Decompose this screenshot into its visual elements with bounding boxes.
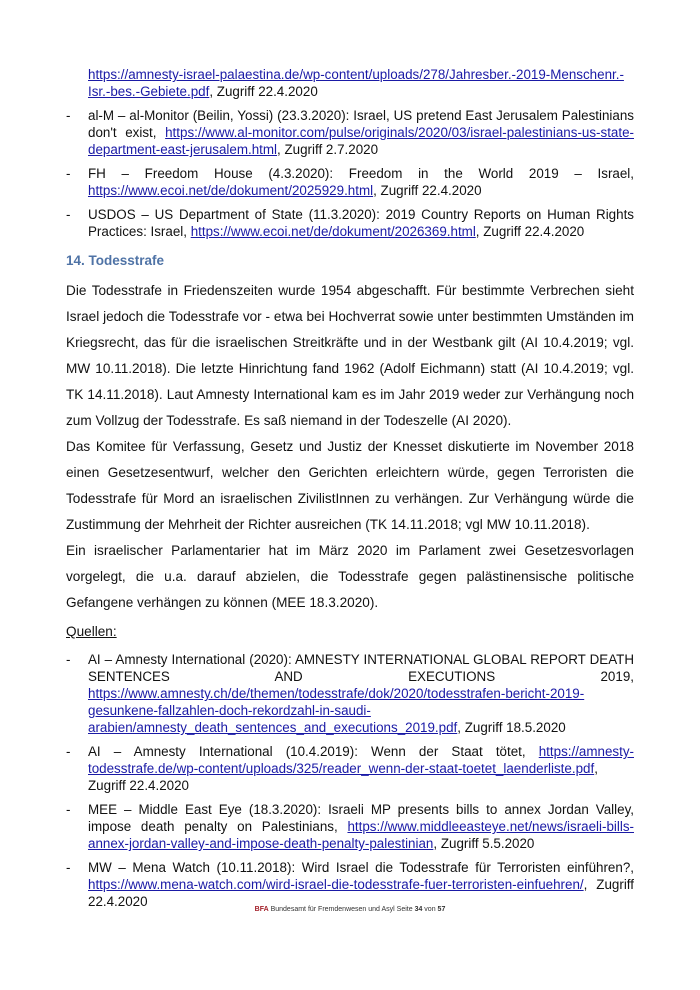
source-text: MW – Mena Watch (10.11.2018): Wird Israel die Todesstrafe für Terroristen einführen?, bbox=[88, 860, 634, 875]
source-item bbox=[66, 801, 634, 852]
reference-link[interactable]: https://www.al-monitor.com/pulse/originals/2020/03/israel-palestinians-us-state-department-east-jerusalem.html bbox=[88, 125, 634, 157]
access-date: , Zugriff 2.7.2020 bbox=[277, 142, 379, 157]
reference-text: FH – Freedom House (4.3.2020): Freedom in the World 2019 – Israel, bbox=[88, 166, 634, 181]
section-heading: 14. Todesstrafe bbox=[66, 253, 165, 268]
access-date: , Zugriff 22.4.2020 bbox=[88, 761, 598, 793]
access-date: , Zugriff 18.5.2020 bbox=[457, 720, 566, 735]
paragraph: Ein israelischer Parlamentarier hat im März 2020 im Parlament zwei Gesetzesvorlagen vorgelegt, die u.a. darauf abzielen, die Todesstrafe gegen palästinensische politische Gefangene verhängen zu können (MEE 18.3.2020). bbox=[66, 543, 634, 610]
bullet: - bbox=[66, 860, 71, 875]
reference-item bbox=[66, 165, 634, 199]
reference-link[interactable]: https://www.ecoi.net/de/dokument/2025929.html bbox=[88, 183, 374, 198]
paragraph: Die Todesstrafe in Friedenszeiten wurde 1954 abgeschafft. Für bestimmte Verbrechen sieht Israel jedoch die Todesstrafe vor - etwa bei Hochverrat sowie unter bestimmten Umständen im Kriegsrecht, das für die israelischen Streitkräfte und in der Westbank gilt (AI 10.4.2019; vgl. MW 10.11.2018). Die letzte Hinrichtung fand 1962 (Adolf Eichmann) statt (AI 10.4.2019; vgl. TK 14.11.2018). Laut Amnesty International kam es im Jahr 2019 weder zur Verhängung noch zum Vollzug der Todesstrafe. Es saß niemand in der Todeszelle (AI 2020). bbox=[66, 283, 634, 428]
access-date: , Zugriff 22.4.2020 bbox=[88, 877, 634, 909]
page-number: 34 bbox=[414, 906, 423, 913]
reference-item bbox=[66, 66, 634, 100]
bullet: - bbox=[66, 108, 71, 123]
page-total: 57 bbox=[437, 906, 446, 913]
access-date: , Zugriff 5.5.2020 bbox=[433, 836, 535, 851]
bfa-logo: BFA bbox=[254, 906, 269, 913]
reference-item bbox=[66, 107, 634, 158]
reference-link[interactable]: https://amnesty-israel-palaestina.de/wp-content/uploads/278/Jahresber.-2019-Menschenr.-Isr.-bes.-Gebiete.pdf bbox=[88, 67, 624, 99]
source-link[interactable]: https://www.middleeasteye.net/news/israeli-bills-annex-jordan-valley-and-impose-death-penalty-palestinian bbox=[88, 819, 634, 851]
bullet: - bbox=[66, 802, 71, 817]
sources-label: Quellen: bbox=[66, 624, 117, 639]
footer-text: Bundesamt für Fremdenwesen und Asyl Seite bbox=[268, 906, 415, 913]
source-item bbox=[66, 651, 634, 736]
access-date: , Zugriff 22.4.2020 bbox=[373, 183, 482, 198]
source-link[interactable]: https://www.amnesty.ch/de/themen/todesstrafe/dok/2020/todesstrafen-bericht-2019-gesunkene-fallzahlen-doch-rekordzahl-in-saudi-arabien/amnesty_death_sentences_and_executions_2019.pdf bbox=[88, 686, 585, 735]
source-item bbox=[66, 859, 634, 910]
bullet: - bbox=[66, 744, 71, 759]
source-text: AI – Amnesty International (10.4.2019): Wenn der Staat tötet, bbox=[88, 744, 539, 759]
sources-list bbox=[66, 651, 634, 917]
reference-link[interactable]: https://www.ecoi.net/de/dokument/2026369.html bbox=[190, 224, 476, 239]
access-date: , Zugriff 22.4.2020 bbox=[209, 84, 318, 99]
bullet: - bbox=[66, 166, 71, 181]
source-item bbox=[66, 743, 634, 794]
top-references bbox=[66, 66, 634, 247]
reference-text: USDOS – US Department of State (11.3.2020): 2019 Country Reports on Human Rights Practices: Israel, bbox=[88, 207, 634, 239]
source-text: MEE – Middle East Eye (18.3.2020): Israeli MP presents bills to annex Jordan Valley, impose death penalty on Palestinians, bbox=[88, 802, 634, 834]
reference-text: al-M – al-Monitor (Beilin, Yossi) (23.3.2020): Israel, US pretend East Jerusalem Palestinians don't exist, bbox=[88, 108, 634, 140]
source-link[interactable]: https://amnesty-todesstrafe.de/wp-content/uploads/325/reader_wenn-der-staat-toetet_laenderliste.pdf bbox=[88, 744, 634, 776]
footer-separator: von bbox=[422, 906, 438, 913]
source-text: AI – Amnesty International (2020): AMNESTY INTERNATIONAL GLOBAL REPORT DEATH SENTENCES AND EXECUTIONS 2019, bbox=[88, 652, 634, 684]
bullet: - bbox=[66, 652, 71, 667]
reference-item bbox=[66, 206, 634, 240]
paragraph: Das Komitee für Verfassung, Gesetz und Justiz der Knesset diskutierte im November 2018 einen Gesetzesentwurf, welcher den Gerichten erleichtern würde, gegen Terroristen die Todesstrafe für Mord an israelischen ZivilistInnen zu verhängen. Zur Verhängung würde die Zustimmung der Mehrheit der Richter ausreichen (TK 14.11.2018; vgl MW 10.11.2018). bbox=[66, 439, 634, 532]
access-date: , Zugriff 22.4.2020 bbox=[475, 224, 585, 239]
bullet: - bbox=[66, 207, 71, 222]
source-link[interactable]: https://www.mena-watch.com/wird-israel-die-todesstrafe-fuer-terroristen-einfuehren/ bbox=[88, 877, 584, 892]
page-footer bbox=[0, 906, 700, 913]
